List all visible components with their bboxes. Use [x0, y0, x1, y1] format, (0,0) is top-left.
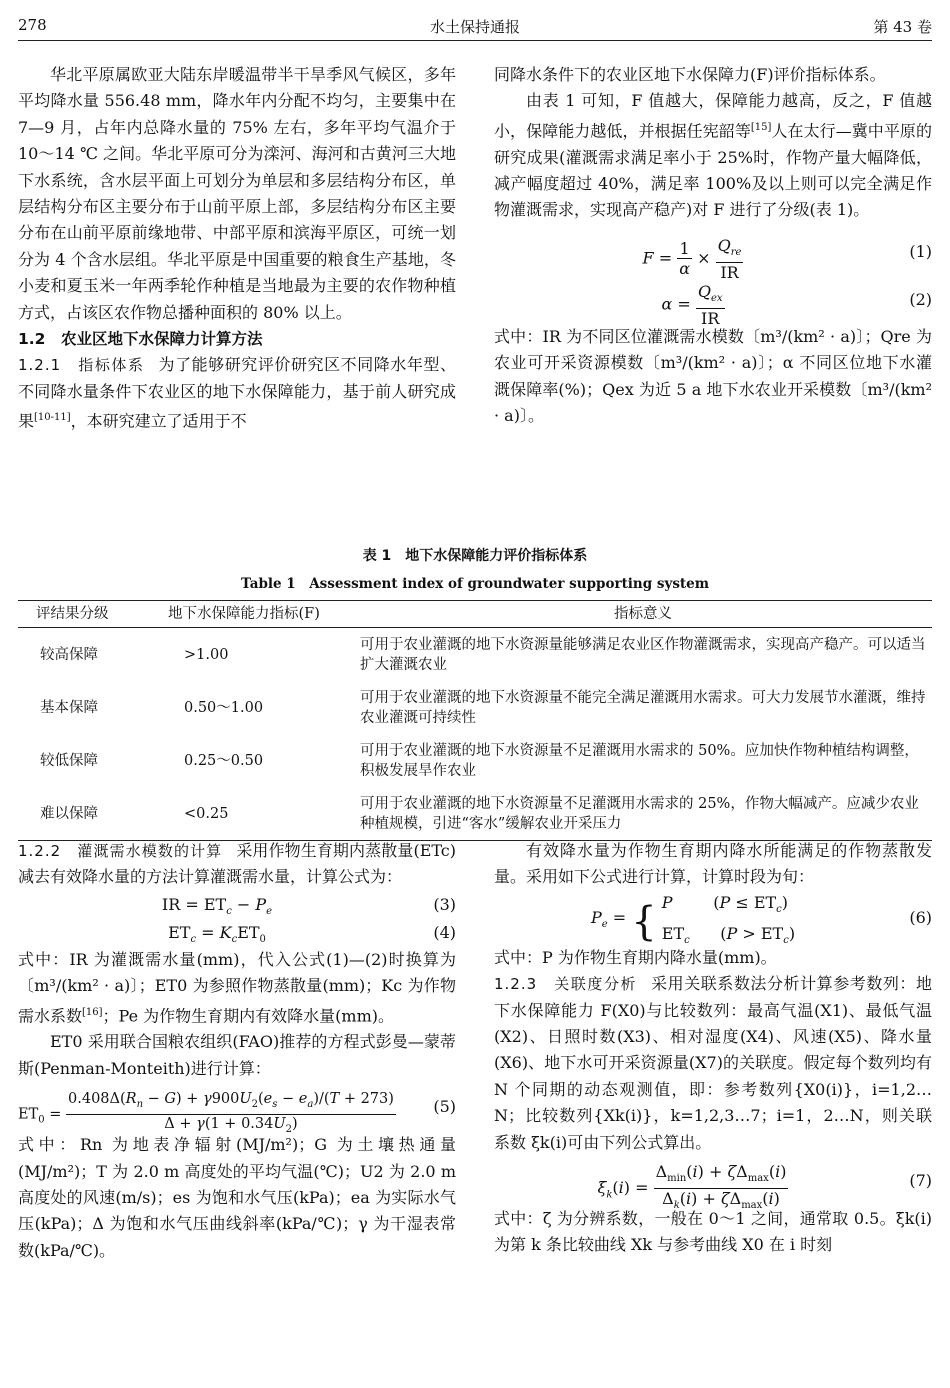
left-column-top: [18, 62, 456, 435]
paragraph-1-2-2: 1.2.2 灌溉需水模数的计算 采用作物生育期内蒸散量(ETc)减去有效降水量的方法计算灌溉需水量，计算公式为：: [18, 841, 457, 887]
equation-number: (4): [433, 922, 456, 942]
equation-number: (3): [433, 894, 456, 914]
equation-1: F = $\frac{1}{\alpha}$ × $\frac{Q_{re}}{IR}$ (1): [642, 235, 932, 282]
paragraph-1-2-1: 1.2.1 指标体系 为了能够研究评价研究区不同降水年型、不同降水量条件下农业区的地下水保障能力，基于前人研究成果[10-11]，本研究建立了适用于不: [18, 355, 456, 431]
equation-definitions: 式中：P 为作物生育期内降水量(mm)。: [494, 947, 777, 967]
equation-2: α = $\frac{Q_{ex}}{IR}$ (2): [661, 281, 932, 328]
subsection-heading-1-2-3: 1.2.3 关联度分析: [494, 975, 638, 994]
subsection-heading-1-2-2: 1.2.2 灌溉需水模数的计算: [18, 842, 223, 860]
right-column-top: [494, 62, 932, 429]
table-caption-en: Table 1 Assessment index of groundwater supporting system: [240, 576, 710, 592]
column-header: 指标意义: [354, 601, 932, 628]
left-column-bottom: [18, 838, 456, 1264]
citation: [16]: [82, 1006, 103, 1018]
paragraph-penman: ET0 采用联合国粮农组织(FAO)推荐的方程式彭曼—蒙蒂斯(Penman-Monteith)进行计算：: [18, 1032, 456, 1078]
index-table: [18, 600, 932, 841]
citation: [15]: [750, 121, 772, 133]
right-column-bottom: [494, 838, 932, 1259]
equation-7: $\xi_k(i)$ = $\frac{\Delta_{min}(i) + \zeta\Delta_{max}(i)}{\Delta_k(i) + \zeta\Delta_{max}(i)}$ (7): [597, 1162, 932, 1212]
paragraph-grading: 由表 1 可知，F 值越大，保障能力越高，反之，F 值越小，保障能力越低，并根据任宪韶等[15]人在太行—冀中平原的研究成果(灌溉需求满足率小于 25%时，作物产量大幅降低，减产幅度超过 40%，满足率 100%及以上则可以完全满足作物灌溉需求，实现高产稳产)对 F 进行了分级(表 1)。: [494, 91, 932, 220]
column-header: 评结果分级: [18, 601, 162, 628]
section-heading-1-2: 1.2 农业区地下水保障力计算方法: [18, 330, 263, 349]
table-row: 较低保障 0.25～0.50 可用于农业灌溉的地下水资源量不足灌溉用水需求的 50%。应加快作物种植结构调整，积极发展旱作农业: [40, 742, 919, 779]
column-header: 地下水保障能力指标(F): [162, 601, 354, 628]
table-caption-cn: 表 1 地下水保障能力评价指标体系: [362, 548, 588, 564]
paragraph-continued: 同降水条件下的农业区地下水保障力(F)评价指标体系。: [494, 65, 886, 84]
equation-number: (6): [909, 907, 932, 927]
running-header: [18, 14, 932, 41]
equation-4: $ET_c = K_cET_0$ (4): [18, 919, 456, 947]
table-row: 较高保障 >1.00 可用于农业灌溉的地下水资源量能够满足农业区作物灌溉需求，实现高产稳产。可以适当扩大灌溉农业: [40, 636, 926, 673]
citation: [10-11]: [34, 412, 71, 424]
table-row: 难以保障 <0.25 可用于农业灌溉的地下水资源量不足灌溉用水需求的 25%，作物大幅减产。应减少农业种植规模，引进“客水”缓解农业开采压力: [18, 787, 932, 841]
equation-number: (1): [909, 241, 932, 261]
table-header-row: [18, 601, 932, 628]
subsection-heading-1-2-1: 1.2.1 指标体系: [18, 356, 145, 375]
equation-definitions: 式中：IR 为不同区位灌溉需水模数〔m³/(km² · a)〕；Qre 为农业可开采资源模数〔m³/(km² · a)〕；α 不同区位地下水灌溉保障率(%)；Qex 为近 5 a 地下水农业开采模数〔m³/(km² · a)〕。: [494, 326, 932, 425]
page-number: 278: [18, 16, 47, 34]
equation-3: IR = $ET_c - P_e$ (3): [18, 891, 456, 919]
equation-definitions: 式中：Rn 为地表净辐射(MJ/m²)；G 为土壤热通量(MJ/m²)；T 为 2.0 m 高度处的平均气温(℃)；U2 为 2.0 m 高度处的风速(m/s)；es 为饱和水气压(kPa)；ea 为实际水气压(kPa)；Δ 为饱和水气压曲线斜率(kPa/℃)；γ 为干湿表常数(kPa/℃)。: [18, 1135, 456, 1260]
equation-6: $P_e$ = { P $(P \le ET_c)$ $ET_c$ $(P > ET_c)$ (6): [590, 892, 932, 947]
paragraph-effective-precip: 有效降水量为作物生育期内降水所能满足的作物蒸散发量。采用如下公式进行计算，计算时段为旬：: [494, 841, 932, 887]
equation-number: (2): [909, 289, 932, 309]
journal-name: 水土保持通报: [429, 18, 520, 36]
table-row: 基本保障 0.50～1.00 可用于农业灌溉的地下水资源量不能完全满足灌溉用水需求。可大力发展节水灌溉，维持农业灌溉可持续性: [40, 689, 926, 726]
equation-definitions: 式中：IR 为灌溉需水量(mm)，代入公式(1)—(2)时换算为〔m³/(km² · a)〕；ET0 为参照作物蒸散量(mm)；Kc 为作物需水系数[16]；Pe 为作物生育期内有效降水量(mm)。: [18, 949, 456, 1025]
equation-number: (5): [433, 1097, 456, 1117]
volume: 第 43 卷: [873, 18, 932, 36]
equation-number: (7): [909, 1171, 932, 1191]
paragraph-1-2-3: 1.2.3 关联度分析 采用关联系数法分析计算参考数列：地下水保障能力 F(X0)与比较数列：最高气温(X1)、最低气温(X2)、日照时数(X3)、相对湿度(X4)、风速(X5)、降水量(X6)、地下水可开采资源量(X7)的关联度。假定每个数列均有 N 个同期的动态观测值，即：参考数列{X0(i)}，i=1,2…N；比较数列{Xk(i)}，k=1,2,3…7；i=1，2…N，则关联系数 ξk(i)可由下列公式算出。: [494, 974, 932, 1152]
paragraph-study-area: 华北平原属欧亚大陆东岸暖温带半干旱季风气候区，多年平均降水量 556.48 mm，降水年内分配不均匀，主要集中在 7—9 月，占年内总降水量的 75% 左右，多年平均气温介于 10～14 ℃ 之间。华北平原可分为滦河、海河和古黄河三大地下水系统，含水层平面上可划分为单层和多层结构分布区，单层结构分布区主要分布于山前平原上部，多层结构分布区主要分布在山前平原前缘地带、中部平原和滨海平原区，可统一划分为 4 个含水层组。华北平原是中国重要的粮食生产基地，冬小麦和夏玉米一年两季轮作种植是当地最为主要的农作物种植方式，占该区农作物总播种面积的 80% 以上。: [18, 65, 456, 322]
equation-5: $ET_0$ = $\frac{0.408\Delta(R_n - G) + \gamma 900U_2(e_s - e_a)/(T + 273)}{\Delta + \gamma(1 + 0.34U_2)}$ (5): [18, 1091, 456, 1135]
equation-definitions: 式中：ζ 为分辨系数，一般在 0～1 之间，通常取 0.5。ξk(i)为第 k 条比较曲线 Xk 与参考曲线 X0 在 i 时刻: [494, 1209, 932, 1255]
